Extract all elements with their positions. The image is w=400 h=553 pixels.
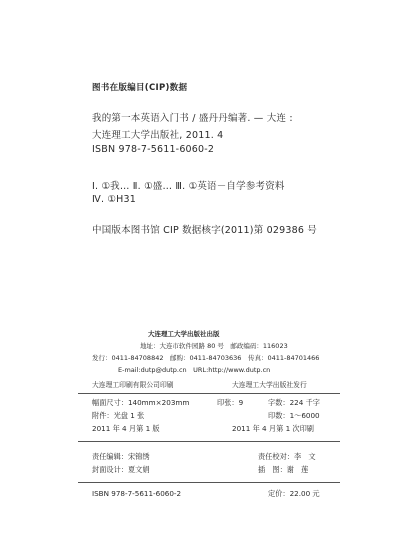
footer-price: 定价：22.00 元 <box>268 489 320 498</box>
cip-classification-line-1: Ⅰ. ①我… Ⅱ. ①盛… Ⅲ. ①英语－自学参考资料 <box>92 181 285 192</box>
spec-attachment: 附件：光盘 1 张 <box>92 411 145 420</box>
cip-data-number: 中国版本图书馆 CIP 数据核字(2011)第 029386 号 <box>92 225 317 236</box>
spec-print-run: 印数：1～6000 <box>268 411 320 420</box>
spec-words: 字数：224 千字 <box>268 398 320 407</box>
spec-impression: 2011 年 4 月第 1 次印刷 <box>232 424 314 433</box>
cip-classification-line-2: Ⅳ. ①H31 <box>92 194 136 205</box>
cip-isbn-line: ISBN 978-7-5611-6060-2 <box>92 144 215 155</box>
publisher-name: 大连理工大学出版社出版 <box>148 330 220 338</box>
cip-publisher-line: 大连理工大学出版社, 2011. 4 <box>92 130 224 141</box>
staff-illustrator: 插 图：谢 莲 <box>258 465 309 474</box>
divider-top <box>78 393 340 394</box>
publisher-phones: 发行：0411-84708842 邮购：0411-84703636 传真：0411-84701466 <box>92 354 320 362</box>
publisher-web: E-mail:dutp@dutp.cn URL:http://www.dutp.cn <box>118 366 271 374</box>
printer: 大连理工印刷有限公司印刷 <box>92 381 174 389</box>
spec-sheets: 印张：9 <box>217 398 244 407</box>
spec-format: 幅面尺寸：140mm×203mm <box>92 398 190 407</box>
cip-title-line: 我的第一本英语入门书 / 盛丹丹编著. — 大连 : <box>92 113 293 124</box>
footer-isbn: ISBN 978-7-5611-6060-2 <box>92 489 182 498</box>
staff-cover-designer: 封面设计：夏文娟 <box>92 465 150 474</box>
divider-middle <box>78 441 340 442</box>
spec-edition: 2011 年 4 月第 1 版 <box>92 424 160 433</box>
staff-editor: 责任编辑：宋锦绣 <box>92 452 150 461</box>
distributor: 大连理工大学出版社发行 <box>232 381 307 389</box>
divider-bottom <box>78 482 340 483</box>
staff-proofreader: 责任校对：李 文 <box>258 452 316 461</box>
cip-heading: 图书在版编目(CIP)数据 <box>92 83 188 93</box>
publisher-address: 地址：大连市软件园路 80 号 邮政编码：116023 <box>140 342 288 350</box>
